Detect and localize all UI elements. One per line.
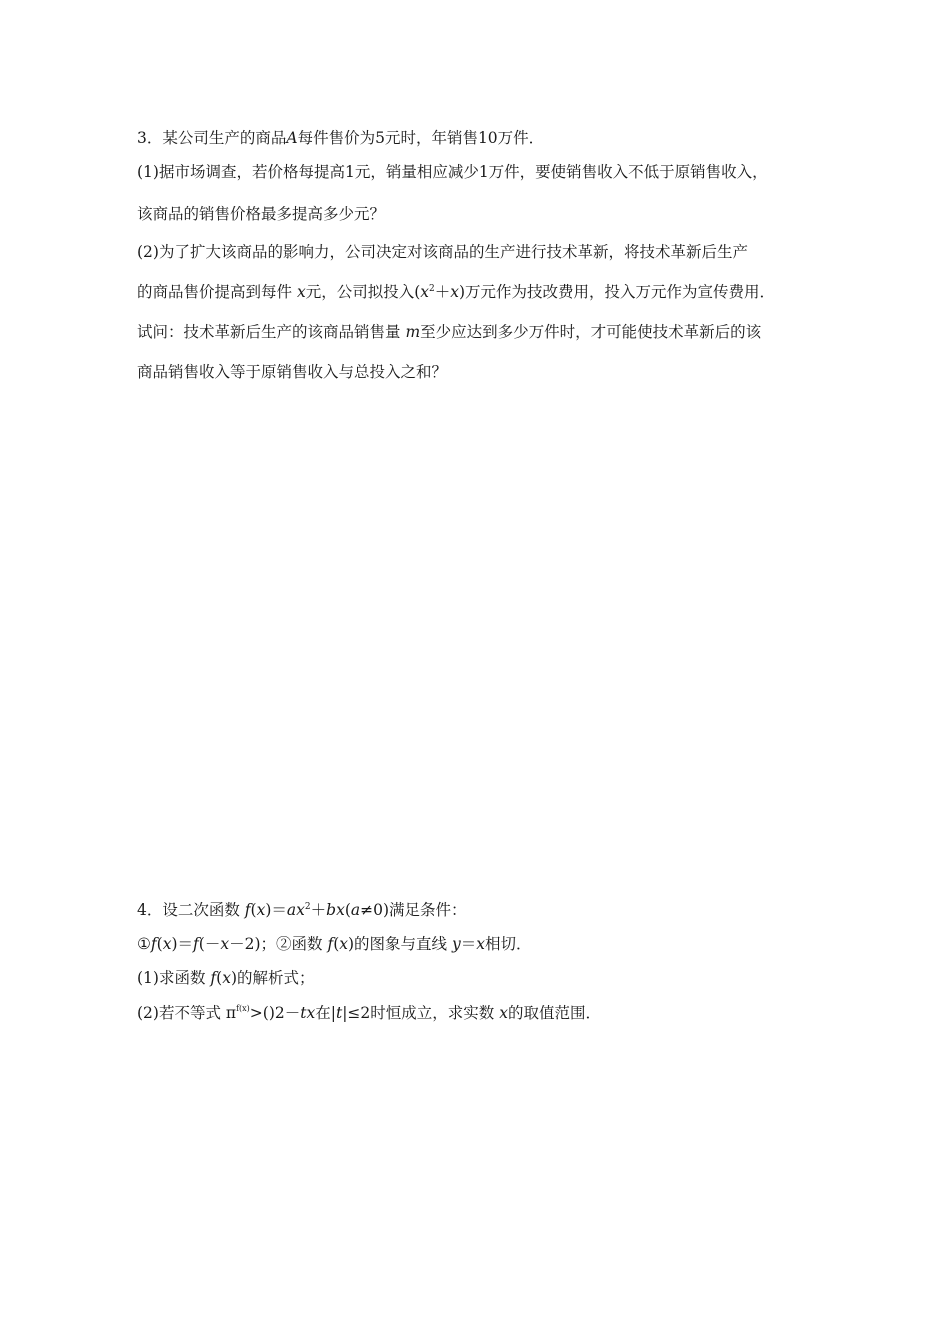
q3-line-7: 商品销售收入等于原销售收入与总投入之和？ xyxy=(137,363,448,381)
q4-line-3: (1)求函数 f(x)的解析式； xyxy=(137,969,315,987)
q3-line-5: 的商品售价提高到每件 x元，公司拟投入$(x^2+x)$万元作为技改费用，投入万元作为宣传费用． xyxy=(137,283,776,301)
q3-line-4: (2)为了扩大该商品的影响力，公司决定对该商品的生产进行技术革新，将技术革新后生产 xyxy=(137,243,748,261)
q4-line-2: ①f(x)＝f(－x－2)；②函数 f(x)的图象与直线 y＝x相切． xyxy=(137,935,532,953)
q3-line-2: (1)据市场调查，若价格每提高1元，销量相应减少1万件，要使销售收入不低于原销售收入， xyxy=(137,163,768,181)
q3-line-3: 该商品的销售价格最多提高多少元？ xyxy=(137,205,386,223)
q4-line-4: (2)若不等式 $\pi^{f(x)}>()2-tx$在|t|≤2时恒成立，求实数 x的取值范围． xyxy=(137,1004,601,1022)
q3-line-1: 3．某公司生产的商品A每件售价为5元时，年销售10万件． xyxy=(137,129,545,147)
q4-line-1: 4．设二次函数 $f(x)=ax^2+bx(a\ne 0)$满足条件： xyxy=(137,901,467,919)
q3-line-6: 试问：技术革新后生产的该商品销售量 m至少应达到多少万件时，才可能使技术革新后的该 xyxy=(137,323,762,341)
